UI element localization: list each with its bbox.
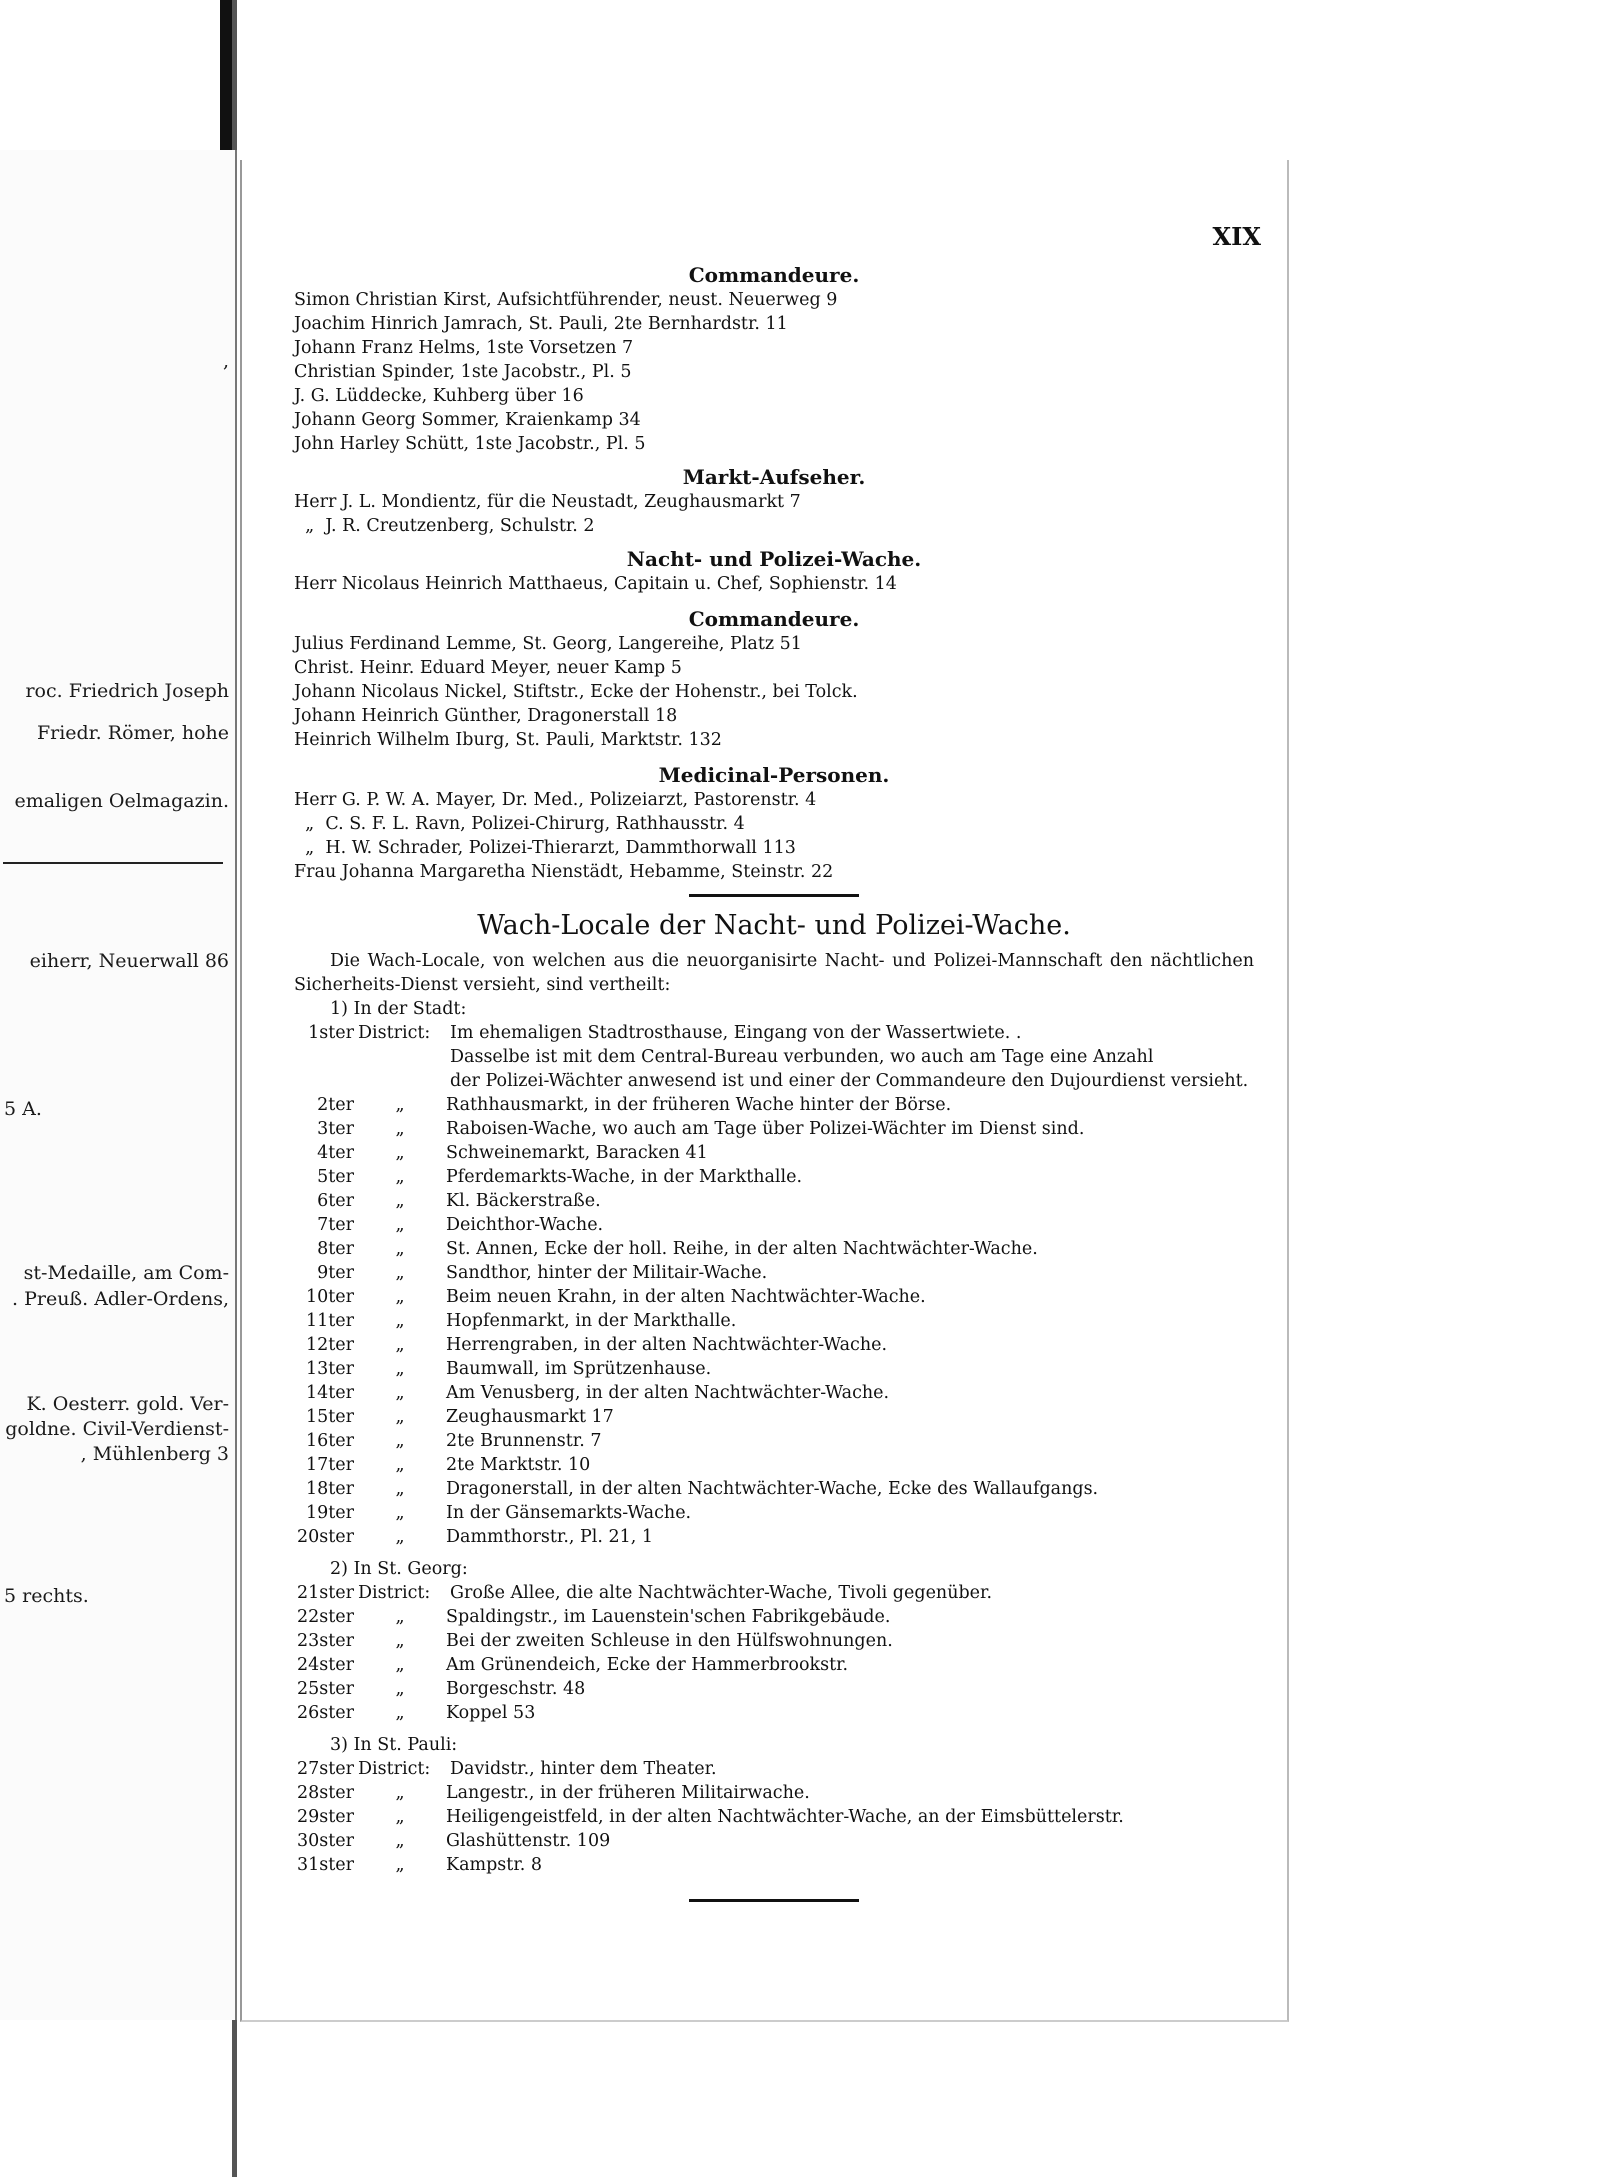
ditto-mark: „: [395, 1455, 405, 1475]
left-page-fragment: [0, 150, 237, 2020]
district-row: [294, 1477, 1254, 1501]
district-location: 2te Brunnenstr. 7: [446, 1431, 602, 1451]
district-number: 29ster: [296, 1807, 354, 1827]
district-number: 25ster: [296, 1679, 354, 1699]
ditto-mark: „: [395, 1807, 405, 1827]
district-number: 12ter: [305, 1335, 354, 1355]
district-number: 28ster: [296, 1783, 354, 1803]
district-location: Bei der zweiten Schleuse in den Hülfswohnungen.: [446, 1631, 893, 1651]
district-number: 14ter: [305, 1383, 354, 1403]
left-fragment: Friedr. Römer, hohe: [36, 722, 229, 744]
entry-line: Christ. Heinr. Eduard Meyer, neuer Kamp 5: [294, 658, 682, 678]
ditto-mark: „: [395, 1527, 405, 1547]
intro-text: Die Wach-Locale, von welchen aus die neuorganisirte Nacht- und Polizei-Mannschaft den nächtlichen Sicherheits-Dienst versieht, sind vertheilt:: [294, 951, 1254, 995]
ditto-mark: „: [395, 1703, 405, 1723]
district-number: 27ster: [296, 1759, 354, 1779]
district-location: Deichthor-Wache.: [446, 1215, 604, 1235]
entry-line: Julius Ferdinand Lemme, St. Georg, Langereihe, Platz 51: [294, 634, 802, 654]
district-location: Im ehemaligen Stadtrosthause, Eingang von der Wassertwiete. .: [450, 1023, 1022, 1043]
district-location: Sandthor, hinter der Militair-Wache.: [446, 1263, 768, 1283]
district-number: 20ster: [296, 1527, 354, 1547]
district-row: [294, 1805, 1254, 1829]
ditto-mark: „: [395, 1607, 405, 1627]
ditto-mark: „: [395, 1095, 405, 1115]
district-label: District:: [358, 1583, 431, 1603]
district-row: [294, 1429, 1254, 1453]
district-location-continuation: der Polizei-Wächter anwesend ist und einer der Commandeure den Dujourdienst versieht.: [450, 1071, 1249, 1091]
ditto-mark: „: [395, 1335, 405, 1355]
district-location: Raboisen-Wache, wo auch am Tage über Polizei-Wächter im Dienst sind.: [446, 1119, 1085, 1139]
district-location: Rathhausmarkt, in der früheren Wache hinter der Börse.: [446, 1095, 952, 1115]
ditto-mark: „: [395, 1655, 405, 1675]
district-row: [294, 1525, 1254, 1549]
left-fragment: emaligen Oelmagazin.: [14, 790, 229, 812]
district-group: [294, 997, 1254, 1549]
district-row: [294, 1165, 1254, 1189]
book-spine-dark: [220, 0, 232, 150]
district-group-heading: 2) In St. Georg:: [330, 1559, 468, 1579]
entry-line: Joachim Hinrich Jamrach, St. Pauli, 2te Bernhardstr. 11: [294, 314, 788, 334]
entry-line: Herr Nicolaus Heinrich Matthaeus, Capitain u. Chef, Sophienstr. 14: [294, 574, 897, 594]
district-number: 31ster: [296, 1855, 354, 1875]
district-number: 26ster: [296, 1703, 354, 1723]
entry-line: Herr J. L. Mondientz, für die Neustadt, Zeughausmarkt 7: [294, 492, 801, 512]
district-groups: [294, 997, 1254, 1877]
district-row: [294, 1701, 1254, 1725]
district-row: [294, 1781, 1254, 1805]
district-number: 19ter: [305, 1503, 354, 1523]
district-location: Herrengraben, in der alten Nachtwächter-Wache.: [446, 1335, 888, 1355]
ditto-mark: „: [395, 1119, 405, 1139]
left-fragment: roc. Friedrich Joseph: [25, 680, 229, 702]
left-divider: [3, 862, 223, 864]
district-number: 13ter: [305, 1359, 354, 1379]
left-fragment: 5 rechts.: [4, 1585, 89, 1607]
entry-line: Johann Franz Helms, 1ste Vorsetzen 7: [294, 338, 634, 358]
district-location: Koppel 53: [446, 1703, 536, 1723]
left-fragment: . Preuß. Adler-Ordens,: [12, 1288, 229, 1310]
ditto-mark: „: [395, 1431, 405, 1451]
entry-line: Herr G. P. W. A. Mayer, Dr. Med., Polizeiarzt, Pastorenstr. 4: [294, 790, 817, 810]
district-row: [294, 1213, 1254, 1237]
district-location: Baumwall, im Sprützenhause.: [446, 1359, 712, 1379]
ditto-mark: „: [395, 1239, 405, 1259]
district-row: [294, 1381, 1254, 1405]
ditto-mark: „: [395, 1407, 405, 1427]
district-number: 17ter: [305, 1455, 354, 1475]
entry-line: J. G. Lüddecke, Kuhberg über 16: [294, 386, 584, 406]
entry-line: Johann Nicolaus Nickel, Stiftstr., Ecke der Hohenstr., bei Tolck.: [294, 682, 858, 702]
district-number: 21ster: [296, 1583, 354, 1603]
district-number: 6ter: [317, 1191, 354, 1211]
district-row: [294, 1853, 1254, 1877]
district-number: 3ter: [317, 1119, 354, 1139]
district-row: [294, 1285, 1254, 1309]
left-fragment: K. Oesterr. gold. Ver-: [26, 1393, 229, 1415]
district-location: Spaldingstr., im Lauenstein'schen Fabrikgebäude.: [446, 1607, 891, 1627]
entry-line: Johann Georg Sommer, Kraienkamp 34: [294, 410, 641, 430]
page-number: XIX: [1212, 222, 1261, 251]
district-group-heading: 1) In der Stadt:: [330, 999, 467, 1019]
ditto-mark: „: [395, 1215, 405, 1235]
district-row: [294, 1677, 1254, 1701]
bottom-divider: [689, 1899, 859, 1902]
district-location: Borgeschstr. 48: [446, 1679, 586, 1699]
left-fragment: eiherr, Neuerwall 86: [29, 950, 229, 972]
ditto-mark: „: [395, 1383, 405, 1403]
page-content: [294, 160, 1254, 1902]
district-location: St. Annen, Ecke der holl. Reihe, in der alten Nachtwächter-Wache.: [446, 1239, 1038, 1259]
ditto-mark: „: [395, 1167, 405, 1187]
district-row: [294, 1629, 1254, 1653]
entry-line: „ C. S. F. L. Ravn, Polizei-Chirurg, Rathhausstr. 4: [294, 814, 745, 834]
district-location: Kampstr. 8: [446, 1855, 543, 1875]
section-heading: Commandeure.: [688, 607, 860, 631]
district-number: 24ster: [296, 1655, 354, 1675]
district-location: Am Grünendeich, Ecke der Hammerbrookstr.: [446, 1655, 849, 1675]
district-location: Dragonerstall, in der alten Nachtwächter-Wache, Ecke des Wallaufgangs.: [446, 1479, 1099, 1499]
district-location: Am Venusberg, in der alten Nachtwächter-Wache.: [446, 1383, 890, 1403]
ditto-mark: „: [395, 1679, 405, 1699]
ditto-mark: „: [395, 1855, 405, 1875]
ditto-mark: „: [395, 1479, 405, 1499]
district-row: [294, 1357, 1254, 1381]
district-row: [294, 1501, 1254, 1525]
district-group-heading: 3) In St. Pauli:: [330, 1735, 458, 1755]
district-row: [294, 1093, 1254, 1117]
district-row: [294, 1189, 1254, 1213]
district-number: 22ster: [296, 1607, 354, 1627]
district-number: 8ter: [317, 1239, 354, 1259]
ditto-mark: „: [395, 1503, 405, 1523]
district-location: Zeughausmarkt 17: [446, 1407, 614, 1427]
district-row: [294, 1237, 1254, 1261]
district-location: Kl. Bäckerstraße.: [446, 1191, 601, 1211]
district-number: 4ter: [317, 1143, 354, 1163]
district-location: Heiligengeistfeld, in der alten Nachtwächter-Wache, an der Eimsbüttelerstr.: [446, 1807, 1124, 1827]
ditto-mark: „: [395, 1287, 405, 1307]
district-label: District:: [358, 1759, 431, 1779]
section-divider: [689, 894, 859, 897]
district-location: In der Gänsemarkts-Wache.: [446, 1503, 692, 1523]
ditto-mark: „: [395, 1191, 405, 1211]
district-row: [294, 1117, 1254, 1141]
section-heading: Markt-Aufseher.: [682, 465, 866, 489]
section-commandeure-1: [294, 262, 1254, 456]
entry-line: John Harley Schütt, 1ste Jacobstr., Pl. 5: [294, 434, 646, 454]
ditto-mark: „: [395, 1143, 405, 1163]
district-group: [294, 1733, 1254, 1877]
district-number: 5ter: [317, 1167, 354, 1187]
district-location: 2te Marktstr. 10: [446, 1455, 591, 1475]
district-number: 9ter: [317, 1263, 354, 1283]
ditto-mark: „: [395, 1359, 405, 1379]
district-location: Glashüttenstr. 109: [446, 1831, 611, 1851]
district-location: Beim neuen Krahn, in der alten Nachtwächter-Wache.: [446, 1287, 926, 1307]
district-row: [294, 1453, 1254, 1477]
district-number: 30ster: [296, 1831, 354, 1851]
right-page: [240, 160, 1289, 2022]
ditto-mark: „: [395, 1831, 405, 1851]
wach-locale-title: Wach-Locale der Nacht- und Polizei-Wache.: [477, 910, 1071, 941]
district-location: Hopfenmarkt, in der Markthalle.: [446, 1311, 737, 1331]
section-nacht-polizei-wache: [294, 546, 1254, 596]
entry-line: Heinrich Wilhelm Iburg, St. Pauli, Marktstr. 132: [294, 730, 722, 750]
district-location: Dammthorstr., Pl. 21, 1: [446, 1527, 654, 1547]
entry-line: Simon Christian Kirst, Aufsichtführender, neust. Neuerweg 9: [294, 290, 838, 310]
entry-line: Christian Spinder, 1ste Jacobstr., Pl. 5: [294, 362, 632, 382]
district-location: Pferdemarkts-Wache, in der Markthalle.: [446, 1167, 803, 1187]
section-heading: Commandeure.: [688, 263, 860, 287]
district-label: District:: [358, 1023, 431, 1043]
section-medicinal-personen: [294, 762, 1254, 884]
entry-line: Frau Johanna Margaretha Nienstädt, Hebamme, Steinstr. 22: [294, 862, 834, 882]
district-row: [294, 1405, 1254, 1429]
district-number: 16ter: [305, 1431, 354, 1451]
entry-line: „ H. W. Schrader, Polizei-Thierarzt, Dammthorwall 113: [294, 838, 796, 858]
district-number: 11ter: [305, 1311, 354, 1331]
district-row: [294, 1829, 1254, 1853]
district-location: Davidstr., hinter dem Theater.: [450, 1759, 717, 1779]
district-row: [294, 1653, 1254, 1677]
district-location-continuation: Dasselbe ist mit dem Central-Bureau verbunden, wo auch am Tage eine Anzahl: [450, 1047, 1154, 1067]
entry-line: „ J. R. Creutzenberg, Schulstr. 2: [294, 516, 595, 536]
district-number: 7ter: [317, 1215, 354, 1235]
section-markt-aufseher: [294, 464, 1254, 538]
district-number: 10ter: [305, 1287, 354, 1307]
district-row: [294, 1333, 1254, 1357]
ditto-mark: „: [395, 1311, 405, 1331]
district-row: [294, 1309, 1254, 1333]
left-fragment: 5 A.: [4, 1098, 42, 1120]
district-location: Große Allee, die alte Nachtwächter-Wache, Tivoli gegenüber.: [450, 1583, 993, 1603]
district-number: 15ter: [305, 1407, 354, 1427]
left-fragment: goldne. Civil-Verdienst-: [5, 1418, 229, 1440]
district-group: [294, 1557, 1254, 1725]
section-commandeure-2: [294, 606, 1254, 752]
district-row: [294, 1581, 1254, 1605]
wach-locale-intro: [294, 949, 1254, 997]
district-number: 23ster: [296, 1631, 354, 1651]
left-fragment: st-Medaille, am Com-: [23, 1262, 229, 1284]
district-row: [294, 1261, 1254, 1285]
left-fragment: , Mühlenberg 3: [80, 1443, 229, 1465]
district-location: Schweinemarkt, Baracken 41: [446, 1143, 708, 1163]
district-row: [294, 1021, 1254, 1045]
ditto-mark: „: [395, 1631, 405, 1651]
section-heading: Medicinal-Personen.: [658, 763, 890, 787]
district-row: [294, 1141, 1254, 1165]
section-heading: Nacht- und Polizei-Wache.: [626, 547, 922, 571]
district-row: [294, 1757, 1254, 1781]
district-location: Langestr., in der früheren Militairwache.: [446, 1783, 810, 1803]
ditto-mark: „: [395, 1263, 405, 1283]
district-number: 2ter: [317, 1095, 354, 1115]
district-number: 18ter: [305, 1479, 354, 1499]
entry-line: Johann Heinrich Günther, Dragonerstall 18: [294, 706, 678, 726]
left-fragment: ,: [222, 350, 229, 372]
ditto-mark: „: [395, 1783, 405, 1803]
district-number: 1ster: [308, 1023, 354, 1043]
district-row: [294, 1605, 1254, 1629]
